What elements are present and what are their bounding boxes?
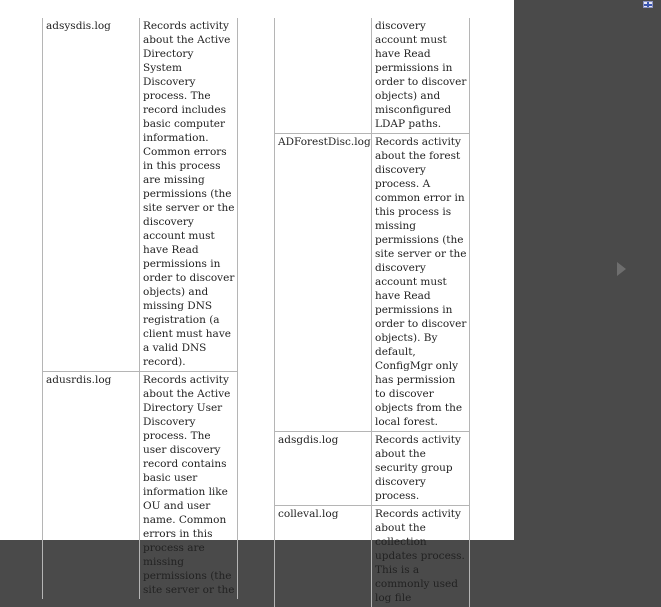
table-row (274, 133, 470, 431)
log-name-cell: ADForestDisc.log (274, 134, 372, 431)
log-table-left (42, 18, 238, 599)
log-description-cell: Records activity about the Active Directory User Discovery process. The user discovery record contains basic user information like OU and user name. Common errors in this process are missing permissions (the site server or the (140, 372, 238, 599)
chevron-right-icon[interactable] (617, 262, 626, 276)
log-name-cell: adusrdis.log (42, 372, 140, 599)
log-description-cell: Records activity about the security group discovery process. (372, 432, 470, 505)
log-description-cell: Records activity about the collection updates process. This is a commonly used log file (372, 506, 470, 607)
log-description-cell: discovery account must have Read permissions in order to discover objects) and misconfigured LDAP paths. (372, 18, 470, 133)
log-name-cell: colleval.log (274, 506, 372, 607)
table-row (274, 505, 470, 607)
log-name-cell (274, 18, 372, 133)
log-name-cell: adsgdis.log (274, 432, 372, 505)
reader-side-panel (514, 0, 661, 540)
log-table-right (274, 18, 470, 607)
table-row (42, 18, 238, 371)
flag-icon[interactable] (643, 1, 653, 8)
log-description-cell: Records activity about the forest discovery process. A common error in this process is missing permissions (the site server or the discovery account must have Read permissions in order to discover objects). By default, ConfigMgr only has permission to discover objects from the local forest. (372, 134, 470, 431)
table-row (274, 431, 470, 505)
table-row (274, 18, 470, 133)
log-name-cell: adsysdis.log (42, 18, 140, 371)
log-description-cell: Records activity about the Active Directory System Discovery process. The record includes basic computer information. Common errors in this process are missing permissions (the site server or the discovery account must have Read permissions in order to discover objects) and missing DNS registration (a client must have a valid DNS record). (140, 18, 238, 371)
table-row (42, 371, 238, 599)
